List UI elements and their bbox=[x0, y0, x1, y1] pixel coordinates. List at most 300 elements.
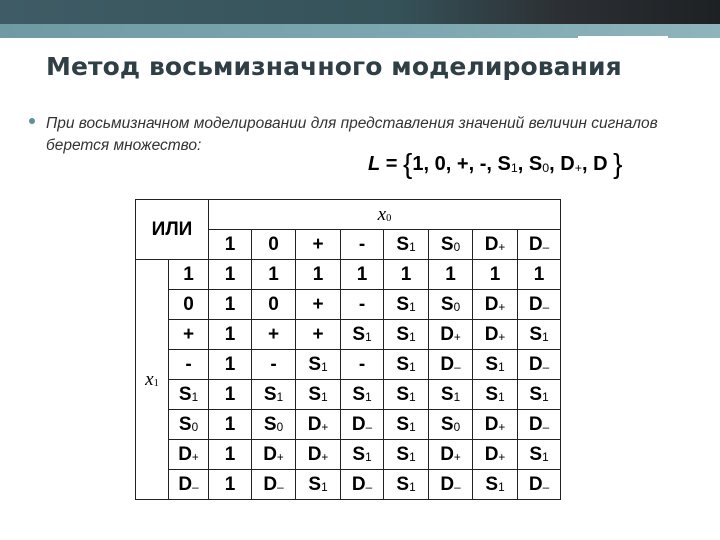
table-row bbox=[136, 470, 561, 500]
column-header bbox=[209, 230, 252, 260]
symbol-base: D bbox=[178, 443, 192, 465]
column-header bbox=[473, 230, 518, 260]
cell-value bbox=[352, 384, 371, 405]
symbol-base: 0 bbox=[268, 233, 279, 255]
symbol-subscript: 1 bbox=[365, 331, 372, 345]
table-cell bbox=[341, 290, 384, 320]
cell-value bbox=[396, 444, 415, 465]
symbol-base: 1 bbox=[533, 263, 545, 285]
table-cell bbox=[518, 440, 561, 470]
symbol-subscript: + bbox=[498, 301, 506, 315]
slide-title: Метод восьмизначного моделирования bbox=[46, 52, 622, 81]
header-deco-line bbox=[578, 36, 668, 38]
symbol-base: S bbox=[396, 443, 410, 465]
table-cell bbox=[429, 410, 473, 440]
symbol-base: 1 bbox=[356, 263, 368, 285]
symbol-subscript: + bbox=[453, 331, 461, 345]
symbol-base: D bbox=[351, 473, 366, 495]
cell-value bbox=[352, 414, 372, 435]
row-label bbox=[178, 444, 199, 465]
table-cell bbox=[209, 470, 252, 500]
symbol-subscript: 0 bbox=[191, 421, 199, 435]
symbol-base: S bbox=[396, 383, 410, 405]
bullet-marker bbox=[29, 118, 35, 124]
cell-value bbox=[225, 414, 236, 435]
table-cell bbox=[518, 290, 561, 320]
cell-value bbox=[485, 294, 506, 315]
symbol-subscript: 1 bbox=[365, 451, 372, 465]
cell-value bbox=[225, 264, 236, 285]
cell-value bbox=[359, 354, 365, 375]
table-cell bbox=[296, 410, 341, 440]
symbol-base: D bbox=[440, 473, 455, 495]
symbol-base: S bbox=[440, 413, 454, 435]
cell-value bbox=[308, 444, 329, 465]
table-cell bbox=[209, 350, 252, 380]
table-cell bbox=[341, 350, 384, 380]
table-row bbox=[136, 320, 561, 350]
symbol-subscript: 1 bbox=[498, 361, 505, 375]
symbol-base: S bbox=[485, 353, 499, 375]
symbol-base: D bbox=[440, 443, 454, 465]
symbol-subscript: 1 bbox=[409, 481, 416, 495]
symbol-base: - bbox=[358, 353, 366, 375]
cell-value bbox=[225, 294, 236, 315]
cell-value bbox=[401, 264, 412, 285]
symbol-subscript: + bbox=[276, 451, 284, 465]
cell-value bbox=[225, 354, 236, 375]
table-cell bbox=[429, 290, 473, 320]
cell-value bbox=[264, 384, 283, 405]
column-header bbox=[341, 230, 384, 260]
column-header bbox=[518, 230, 561, 260]
cell-value bbox=[396, 294, 415, 315]
formula-item bbox=[457, 153, 469, 175]
symbol-base: + bbox=[182, 323, 195, 345]
symbol-base: S bbox=[440, 383, 454, 405]
header-band-dark bbox=[0, 0, 720, 24]
header-value bbox=[359, 234, 365, 255]
cell-value bbox=[352, 324, 371, 345]
cell-value bbox=[396, 384, 415, 405]
header-value bbox=[441, 234, 460, 255]
cell-value bbox=[396, 474, 415, 495]
table-cell bbox=[252, 380, 296, 410]
symbol-base: D bbox=[528, 413, 543, 435]
symbol-base: D bbox=[484, 413, 499, 435]
symbol-subscript: 1 bbox=[510, 160, 518, 175]
symbol-subscript: 1 bbox=[153, 378, 159, 390]
header-deco-line bbox=[430, 40, 578, 42]
symbol-base: 1 bbox=[224, 443, 236, 465]
symbol-base: S bbox=[529, 383, 543, 405]
symbol-base: D bbox=[440, 353, 455, 375]
symbol-base: S bbox=[440, 233, 454, 255]
symbol-base: - bbox=[358, 293, 366, 315]
cell-value bbox=[490, 264, 501, 285]
column-header bbox=[252, 230, 296, 260]
symbol-base: - bbox=[479, 153, 487, 175]
formula-close-brace: } bbox=[613, 148, 623, 179]
cell-value bbox=[485, 474, 504, 495]
cell-value bbox=[534, 264, 545, 285]
symbol-base: 1 bbox=[312, 263, 324, 285]
table-cell bbox=[341, 440, 384, 470]
formula-lhs: L bbox=[368, 153, 381, 175]
symbol-subscript: – bbox=[365, 481, 373, 495]
formula-item bbox=[497, 153, 517, 175]
symbol-subscript: + bbox=[321, 451, 329, 465]
symbol-subscript: 0 bbox=[386, 213, 392, 225]
symbol-subscript: – bbox=[454, 361, 461, 375]
symbol-base: S bbox=[440, 293, 454, 315]
cell-value bbox=[268, 264, 279, 285]
row-label bbox=[179, 384, 198, 405]
symbol-subscript: 1 bbox=[409, 391, 416, 405]
symbol-base: D bbox=[593, 153, 608, 175]
table-cell bbox=[296, 470, 341, 500]
cell-value bbox=[485, 414, 506, 435]
cell-value bbox=[312, 294, 323, 315]
header-deco-line bbox=[688, 42, 720, 44]
table-row bbox=[136, 350, 561, 380]
symbol-base: x bbox=[377, 203, 387, 225]
symbol-base: S bbox=[352, 443, 366, 465]
symbol-base: + bbox=[312, 293, 324, 315]
symbol-base: S bbox=[485, 473, 499, 495]
symbol-base: 1 bbox=[224, 263, 236, 285]
cell-value bbox=[225, 474, 236, 495]
cell-value bbox=[359, 294, 365, 315]
symbol-base: S bbox=[263, 383, 277, 405]
symbol-subscript: 1 bbox=[498, 481, 505, 495]
row-header bbox=[169, 440, 209, 470]
symbol-base: 1 bbox=[412, 153, 424, 175]
symbol-base: D bbox=[484, 443, 499, 465]
row-variable bbox=[136, 260, 169, 500]
symbol-base: S bbox=[497, 153, 511, 175]
row-header bbox=[169, 380, 209, 410]
symbol-base: - bbox=[358, 233, 366, 255]
symbol-subscript: 1 bbox=[409, 451, 416, 465]
symbol-base: D bbox=[528, 293, 543, 315]
cell-value bbox=[529, 414, 549, 435]
cell-value bbox=[440, 324, 461, 345]
symbol-base: S bbox=[178, 413, 192, 435]
table-cell bbox=[209, 440, 252, 470]
symbol-subscript: 1 bbox=[409, 301, 416, 315]
symbol-base: 1 bbox=[224, 233, 236, 255]
cell-value bbox=[308, 414, 329, 435]
symbol-subscript: – bbox=[365, 421, 373, 435]
cell-value bbox=[441, 414, 460, 435]
symbol-subscript: 1 bbox=[453, 391, 461, 405]
symbol-base: S bbox=[529, 323, 543, 345]
cell-value bbox=[357, 264, 368, 285]
cell-value bbox=[268, 294, 279, 315]
symbol-subscript: – bbox=[277, 481, 284, 495]
table-row bbox=[136, 290, 561, 320]
table-cell bbox=[252, 470, 296, 500]
table-cell bbox=[341, 320, 384, 350]
row-label bbox=[185, 354, 191, 375]
symbol-base: 0 bbox=[268, 293, 279, 315]
symbol-base: D bbox=[484, 233, 499, 255]
symbol-base: 1 bbox=[224, 323, 236, 345]
table-cell bbox=[384, 470, 429, 500]
formula-separator: , bbox=[486, 153, 498, 175]
row-label bbox=[178, 474, 198, 495]
formula-item bbox=[435, 153, 446, 175]
cell-value bbox=[441, 294, 460, 315]
row-label bbox=[183, 264, 194, 285]
cell-value bbox=[441, 384, 460, 405]
symbol-base: 1 bbox=[224, 413, 236, 435]
table-cell bbox=[518, 470, 561, 500]
symbol-subscript: + bbox=[498, 241, 506, 255]
table-cell bbox=[429, 350, 473, 380]
cell-value bbox=[529, 444, 548, 465]
symbol-base: S bbox=[485, 383, 499, 405]
cell-value bbox=[529, 384, 548, 405]
x1-variable bbox=[145, 369, 159, 390]
table-cell bbox=[341, 380, 384, 410]
symbol-subscript: + bbox=[498, 331, 506, 345]
table-row bbox=[136, 410, 561, 440]
cell-value bbox=[263, 474, 283, 495]
formula-separator: , bbox=[468, 153, 480, 175]
table-cell bbox=[209, 290, 252, 320]
bullet-text: При восьмизначном моделировании для представления значений величин сигналов берется множество: bbox=[46, 115, 658, 154]
symbol-subscript: + bbox=[574, 160, 582, 175]
symbol-subscript: 1 bbox=[321, 391, 328, 405]
symbol-subscript: – bbox=[542, 301, 550, 315]
cell-value bbox=[225, 324, 236, 345]
table-cell bbox=[252, 260, 296, 290]
symbol-base: 1 bbox=[445, 263, 456, 285]
symbol-base: + bbox=[267, 323, 280, 345]
table-cell bbox=[473, 380, 518, 410]
symbol-base: 1 bbox=[489, 263, 501, 285]
table-cell bbox=[296, 350, 341, 380]
table-cell bbox=[429, 440, 473, 470]
symbol-subscript: 0 bbox=[453, 421, 461, 435]
table-cell bbox=[296, 320, 341, 350]
symbol-subscript: + bbox=[498, 421, 506, 435]
table-cell bbox=[473, 320, 518, 350]
symbol-base: S bbox=[396, 233, 410, 255]
table-cell bbox=[252, 440, 296, 470]
symbol-subscript: 1 bbox=[409, 331, 416, 345]
table-row bbox=[136, 260, 561, 290]
table-cell bbox=[473, 350, 518, 380]
table-corner-label: ИЛИ bbox=[136, 200, 209, 260]
symbol-subscript: – bbox=[542, 361, 550, 375]
table-row bbox=[136, 380, 561, 410]
cell-value bbox=[396, 354, 415, 375]
formula-separator: , bbox=[517, 153, 529, 175]
table-cell bbox=[296, 290, 341, 320]
symbol-base: 1 bbox=[400, 263, 412, 285]
table-cell bbox=[429, 320, 473, 350]
cell-value bbox=[529, 354, 549, 375]
symbol-base: D bbox=[560, 153, 575, 175]
table-cell bbox=[473, 470, 518, 500]
table-cell bbox=[209, 410, 252, 440]
symbol-base: + bbox=[456, 153, 469, 175]
cell-value bbox=[308, 354, 327, 375]
cell-value bbox=[308, 474, 327, 495]
row-label bbox=[183, 294, 194, 315]
x0-variable bbox=[378, 204, 392, 225]
symbol-base: S bbox=[528, 153, 543, 175]
table-cell bbox=[518, 350, 561, 380]
cell-value bbox=[263, 444, 284, 465]
cell-value bbox=[312, 324, 323, 345]
symbol-subscript: + bbox=[498, 451, 506, 465]
symbol-base: 1 bbox=[224, 383, 236, 405]
symbol-base: + bbox=[312, 233, 324, 255]
formula-separator: , bbox=[581, 153, 594, 175]
symbol-subscript: 0 bbox=[453, 241, 461, 255]
cell-value bbox=[485, 384, 504, 405]
symbol-base: D bbox=[307, 413, 322, 435]
column-header bbox=[296, 230, 341, 260]
symbol-base: D bbox=[351, 413, 366, 435]
table-cell bbox=[209, 380, 252, 410]
symbol-subscript: 0 bbox=[453, 301, 461, 315]
table-cell bbox=[518, 320, 561, 350]
table-cell bbox=[384, 440, 429, 470]
symbol-base: S bbox=[178, 383, 192, 405]
table-cell bbox=[384, 350, 429, 380]
symbol-subscript: 1 bbox=[409, 421, 416, 435]
symbol-subscript: + bbox=[191, 451, 199, 465]
table-cell bbox=[429, 470, 473, 500]
table-cell bbox=[209, 260, 252, 290]
table-cell bbox=[341, 470, 384, 500]
symbol-subscript: 1 bbox=[542, 451, 549, 465]
symbol-base: D bbox=[263, 443, 277, 465]
symbol-base: 1 bbox=[268, 263, 279, 285]
cell-value bbox=[225, 384, 236, 405]
symbol-subscript: + bbox=[453, 451, 461, 465]
cell-value bbox=[485, 324, 506, 345]
row-header bbox=[169, 290, 209, 320]
symbol-base: S bbox=[396, 413, 410, 435]
cell-value bbox=[352, 444, 371, 465]
symbol-subscript: 1 bbox=[191, 391, 199, 405]
row-header bbox=[169, 350, 209, 380]
symbol-base: S bbox=[308, 353, 322, 375]
symbol-subscript: 1 bbox=[542, 331, 549, 345]
symbol-base: 1 bbox=[224, 293, 236, 315]
table-cell bbox=[473, 290, 518, 320]
row-label bbox=[183, 324, 194, 345]
formula-item bbox=[412, 153, 423, 175]
row-header bbox=[169, 320, 209, 350]
symbol-base: D bbox=[528, 473, 543, 495]
set-formula bbox=[368, 145, 622, 177]
table-cell bbox=[341, 410, 384, 440]
cell-value bbox=[308, 384, 327, 405]
table-cell bbox=[341, 260, 384, 290]
symbol-base: 0 bbox=[434, 153, 446, 175]
symbol-base: S bbox=[308, 383, 322, 405]
cell-value bbox=[440, 354, 460, 375]
header-value bbox=[485, 234, 506, 255]
cell-value bbox=[264, 414, 283, 435]
table-cell bbox=[429, 380, 473, 410]
table-cell bbox=[518, 260, 561, 290]
cell-value bbox=[440, 444, 461, 465]
symbol-base: 1 bbox=[183, 263, 194, 285]
cell-value bbox=[313, 264, 324, 285]
symbol-base: D bbox=[528, 353, 543, 375]
header-value bbox=[312, 234, 323, 255]
or-truth-table bbox=[135, 199, 561, 500]
row-header bbox=[169, 260, 209, 290]
cell-value bbox=[225, 444, 236, 465]
symbol-base: x bbox=[145, 368, 154, 390]
symbol-subscript: – bbox=[542, 421, 550, 435]
header-value bbox=[268, 234, 279, 255]
symbol-base: D bbox=[484, 293, 499, 315]
header-value bbox=[225, 234, 236, 255]
table-cell bbox=[384, 410, 429, 440]
table-row bbox=[136, 440, 561, 470]
cell-value bbox=[529, 294, 549, 315]
formula-item bbox=[560, 153, 582, 175]
cell-value bbox=[485, 444, 506, 465]
symbol-subscript: 1 bbox=[498, 391, 505, 405]
symbol-subscript: 1 bbox=[409, 241, 416, 255]
cell-value bbox=[445, 264, 456, 285]
symbol-base: S bbox=[352, 323, 366, 345]
symbol-subscript: 1 bbox=[542, 391, 549, 405]
table-cell bbox=[296, 380, 341, 410]
cell-value bbox=[270, 354, 276, 375]
symbol-base: - bbox=[185, 353, 192, 375]
table-cell bbox=[209, 320, 252, 350]
symbol-subscript: 1 bbox=[409, 361, 416, 375]
formula-separator: , bbox=[423, 153, 435, 175]
table-cell bbox=[296, 440, 341, 470]
table-cell bbox=[384, 290, 429, 320]
table-cell bbox=[252, 290, 296, 320]
symbol-base: S bbox=[263, 413, 277, 435]
row-header bbox=[169, 410, 209, 440]
symbol-subscript: 0 bbox=[276, 421, 284, 435]
cell-value bbox=[396, 414, 415, 435]
table-cell bbox=[384, 260, 429, 290]
table-cell bbox=[296, 260, 341, 290]
symbol-base: 1 bbox=[224, 473, 236, 495]
symbol-base: S bbox=[396, 293, 410, 315]
symbol-subscript: – bbox=[454, 481, 461, 495]
column-header bbox=[429, 230, 473, 260]
cell-value bbox=[529, 324, 548, 345]
row-header bbox=[169, 470, 209, 500]
table-cell bbox=[252, 410, 296, 440]
symbol-base: D bbox=[440, 323, 454, 345]
column-variable bbox=[209, 200, 561, 230]
symbol-base: S bbox=[396, 473, 410, 495]
symbol-base: S bbox=[529, 443, 543, 465]
table-cell bbox=[518, 410, 561, 440]
cell-value bbox=[485, 354, 504, 375]
cell-value bbox=[352, 474, 372, 495]
